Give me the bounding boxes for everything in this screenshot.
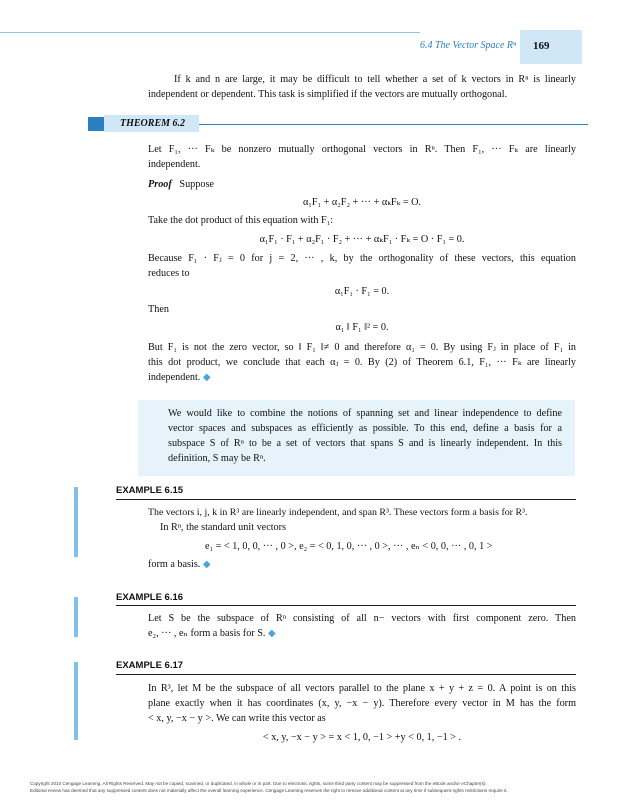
proof-equation-4: α₁ ‖ F₁ ‖² = 0.	[335, 322, 389, 333]
example-617-rule	[116, 674, 576, 675]
example-616-line-2: e₂, ··· , eₙ form a basis for S.	[148, 628, 266, 639]
example-615-line-3: form a basis.	[148, 559, 201, 570]
proof-conclusion-3	[148, 370, 576, 386]
proof-equation-1: α₁F₁ + α₂F₂ + ··· + αₖFₖ = O.	[302, 197, 422, 208]
proof-because-2: reduces to	[148, 268, 190, 279]
example-615-line-1: The vectors i, j, k in R³ are linearly independent, and span R³. These vectors form a basis for R³.	[148, 507, 528, 518]
example-616-rule	[116, 605, 576, 606]
theorem-statement-1: Let F₁, ··· Fₖ be nonzero mutually orthogonal vectors in Rⁿ. Then F₁, ··· Fₖ are linearly	[148, 144, 576, 155]
example-617-equation: < x, y, −x − y > = x < 1, 0, −1 > +y < 0, 1, −1 > .	[262, 732, 462, 743]
example-616-line-2-wrap	[148, 626, 576, 642]
header-rule	[0, 32, 420, 33]
example-617-line-3: < x, y, −x − y >. We can write this vector as	[148, 713, 326, 724]
proof-intro	[148, 177, 348, 193]
end-of-example-615-icon: ◆	[202, 559, 211, 570]
example-617-line-2: plane exactly when it has coordinates (x, y, −x − y). Therefore every vector in M has the form	[148, 698, 576, 709]
proof-conclusion-2: this dot product, we conclude that each αⱼ = 0. By (2) of Theorem 6.1, F₁, ··· Fₖ are linearly	[148, 357, 576, 368]
copyright-line-2: Editorial review has deemed that any suppressed content does not materially affect the overall learning experience. Cengage Learning reserves the right to remove additional content at any time if subsequent rights restrictions require it.	[30, 788, 508, 793]
page-number: 169	[533, 40, 550, 52]
proof-label: Proof	[148, 179, 172, 190]
theorem-tab	[88, 117, 104, 131]
example-616-line-1: Let S be the subspace of Rⁿ consisting of all n− vectors with first component zero. Then	[148, 613, 576, 624]
proof-conclusion-3-text: independent.	[148, 372, 201, 383]
example-615-equation: e₁ = < 1, 0, 0, ··· , 0 >, e₂ = < 0, 1, 0, ··· , 0 >, ··· , eₙ < 0, 0, ··· , 0, 1 >	[205, 541, 493, 552]
example-616-label: EXAMPLE 6.16	[116, 592, 184, 603]
intro-line-1: If k and n are large, it may be difficult to tell whether a set of k vectors in Rⁿ is linearly	[174, 74, 576, 85]
copyright-line-1: Copyright 2010 Cengage Learning. All Rights Reserved. May not be copied, scanned, or duplicated, in whole or in part. Due to electronic rights, some third party content may be suppressed from the eBook and/or eChapter(s).	[30, 781, 487, 786]
end-of-example-616-icon: ◆	[268, 628, 276, 639]
note-line-2: vector spaces and subspaces as efficiently as possible. To this end, define a basis for a	[168, 423, 562, 434]
theorem-label: THEOREM 6.2	[104, 115, 199, 132]
proof-equation-2: α₁F₁ · F₁ + α₂F₁ · F₂ + ··· + αₖF₁ · Fₖ = O · F₁ = 0.	[259, 234, 465, 245]
note-line-3: subspace S of Rⁿ to be a set of vectors that spans S and is linearly independent. In this	[168, 438, 562, 449]
example-615-label: EXAMPLE 6.15	[116, 485, 184, 496]
example-615-rule	[116, 499, 576, 500]
proof-take-dot: Take the dot product of this equation with F₁:	[148, 215, 334, 226]
example-615-line-3-wrap	[148, 557, 448, 573]
proof-suppose: Suppose	[179, 179, 214, 190]
proof-then: Then	[148, 304, 169, 315]
section-title: 6.4 The Vector Space Rⁿ	[420, 40, 517, 51]
example-617-label: EXAMPLE 6.17	[116, 660, 184, 671]
proof-because-1: Because F₁ · Fⱼ = 0 for j = 2, ··· , k, by the orthogonality of these vectors, this equation	[148, 253, 576, 264]
note-line-4: definition, S may be Rⁿ.	[168, 453, 266, 464]
end-of-proof-icon: ◆	[202, 372, 211, 383]
theorem-statement-2: independent.	[148, 159, 201, 170]
note-line-1: We would like to combine the notions of spanning set and linear independence to define	[168, 408, 562, 419]
example-617-line-1: In R³, let M be the subspace of all vectors parallel to the plane x + y + z = 0. A point is on this	[148, 683, 576, 694]
page-number-box	[520, 30, 582, 64]
intro-line-2: independent or dependent. This task is simplified if the vectors are mutually orthogonal.	[148, 89, 508, 100]
proof-equation-3: α₁F₁ · F₁ = 0.	[334, 286, 390, 297]
example-617-bar	[74, 662, 78, 740]
example-615-bar	[74, 487, 78, 557]
example-615-line-2: In Rⁿ, the standard unit vectors	[160, 522, 286, 533]
proof-conclusion-1: But F₁ is not the zero vector, so ‖ F₁ ‖≠ 0 and therefore α₁ = 0. By using Fⱼ in place of F₁ in	[148, 342, 576, 353]
example-616-bar	[74, 597, 78, 637]
